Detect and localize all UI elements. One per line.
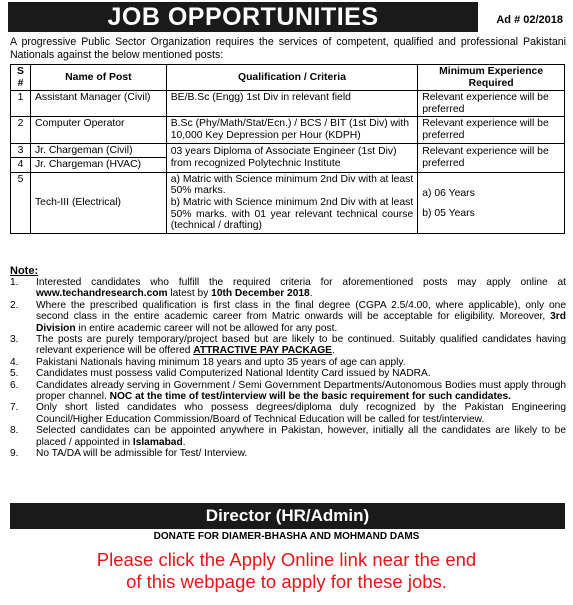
header — [0, 0, 573, 32]
notes-title: Note: — [10, 265, 39, 277]
note-text: Candidates must possess valid Computerized National Identity Card issued by NADRA. — [36, 368, 431, 380]
note-text — [36, 334, 566, 357]
row-sn: 3 — [11, 143, 31, 158]
note-text: Only short listed candidates who possess degrees/diploma duly recognized by the Pakistan Engineering Council/Higher Education Commission/Board of Technical Education will be called for test/interview. — [36, 402, 566, 425]
row-post: Jr. Chargeman (Civil) — [30, 143, 166, 158]
note-text: No TA/DA will be admissible for Test/ Interview. — [36, 448, 248, 460]
note-text-part: . — [331, 345, 335, 357]
row-qualification: 03 years Diploma of Associate Engineer (1st Div) from recognized Polytechnic Institute — [166, 143, 418, 172]
signatory-banner: Director (HR/Admin) — [10, 503, 565, 529]
notes-list — [10, 277, 566, 460]
list-item — [10, 300, 566, 334]
note-text — [36, 277, 566, 300]
note-text-part: Where the prescribed qualification is first class in the final degree (CGPA 2.5/4.00, where applicable), only one second class in the entire academic career from Matric onwards will be acceptable for eligibility. Moreover, — [36, 299, 566, 323]
note-text-part: latest by — [167, 288, 212, 300]
row-sn: 1 — [11, 91, 31, 117]
qualification-option-a: a) Matric with Science minimum 2nd Div with at least 50% marks. — [170, 173, 414, 197]
table-row — [11, 91, 565, 117]
table-row — [11, 143, 565, 158]
row-qualification: B.Sc (Phy/Math/Stat/Ecn.) / BCS / BIT (1st Div) with 10,000 Key Depression per Hour (KDPH) — [166, 117, 418, 143]
note-number: 7. — [10, 402, 19, 414]
ad-number: Ad # 02/2018 — [496, 14, 563, 26]
note-text — [36, 425, 566, 448]
experience-option-b: b) 05 Years — [422, 208, 475, 220]
list-item — [10, 448, 566, 459]
intro-text: A progressive Public Sector Organization requires the services of competent, qualified and professional Pakistani Nationals against the below mentioned posts: — [10, 36, 566, 61]
page-title: JOB OPPORTUNITIES — [8, 2, 478, 32]
note-number: 5. — [10, 368, 19, 380]
note-text-part: Selected candidates can be appointed anywhere in Pakistan, however, initially all the candidates are likely to be placed / appointed in — [36, 425, 566, 448]
note-number: 6. — [10, 379, 19, 391]
jobs-table — [10, 64, 565, 234]
row-post: Jr. Chargeman (HVAC) — [30, 158, 166, 173]
note-text-part: . — [182, 436, 186, 448]
note-emphasis: 3rd Division — [36, 311, 566, 334]
row-experience: Relevant experience will be preferred — [418, 91, 565, 117]
note-text-part: Interested candidates who fulfill the required criteria for aforementioned posts may apply online at — [36, 277, 566, 288]
note-number: 2. — [10, 299, 19, 311]
note-emphasis: Islamabad — [132, 436, 183, 448]
note-text-part: in entire academic career will not be allowed for any post. — [75, 322, 338, 334]
experience-option-a: a) 06 Years — [422, 187, 475, 199]
list-item — [10, 380, 566, 403]
list-item — [10, 277, 566, 300]
qualification-option-b: b) Matric with Science minimum 2nd Div with at least 50% marks. with 01 year relevant technical course (technical / drafting) — [170, 196, 414, 232]
deadline-date: 10th December 2018 — [211, 288, 310, 300]
row-qualification — [166, 172, 418, 233]
row-sn: 4 — [11, 158, 31, 173]
note-emphasis: ATTRACTIVE PAY PACKAGE — [193, 345, 332, 357]
apply-notice-line: of this webpage to apply for these jobs. — [126, 571, 447, 592]
apply-notice-line: Please click the Apply Online link near the end — [96, 549, 477, 570]
row-experience: Relevant experience will be preferred — [418, 143, 565, 172]
apply-link[interactable]: www.techandresearch.com — [36, 288, 168, 300]
row-post: Computer Operator — [30, 117, 166, 143]
note-text — [36, 380, 566, 403]
row-experience: Relevant experience will be preferred — [418, 117, 565, 143]
row-sn: 2 — [11, 117, 31, 143]
table-row — [11, 172, 565, 233]
donate-line: DONATE FOR DIAMER-BHASHA AND MOHMAND DAMS — [153, 531, 420, 542]
note-text — [36, 300, 566, 334]
note-emphasis: NOC at the time of test/interview will be the basic requirement for such candidates. — [109, 391, 512, 403]
row-qualification: BE/B.Sc (Engg) 1st Div in relevant field — [166, 91, 418, 117]
note-number: 1. — [10, 277, 19, 288]
note-number: 9. — [10, 448, 19, 460]
header-qualification: Qualification / Criteria — [166, 65, 418, 91]
note-text: Pakistani Nationals having minimum 18 years and upto 35 years of age can apply. — [36, 356, 406, 368]
note-text-part: Candidates already serving in Government / Semi Government Departments/Autonomous Bodies must apply through proper channel. — [36, 379, 566, 403]
header-experience: Minimum Experience Required — [418, 65, 565, 91]
list-item — [10, 425, 566, 448]
list-item — [10, 357, 566, 368]
list-item — [10, 368, 566, 379]
note-number: 4. — [10, 356, 19, 368]
row-post: Tech-III (Electrical) — [30, 172, 166, 233]
note-number: 3. — [10, 334, 19, 346]
row-sn: 5 — [11, 172, 31, 233]
list-item — [10, 402, 566, 425]
table-row — [11, 117, 565, 143]
note-text-part: The posts are purely temporary/project based but are likely to be continued. Suitably qualified candidates having relevant experience will be offered — [36, 334, 566, 357]
apply-notice — [0, 549, 573, 593]
note-text-part: . — [309, 288, 313, 300]
header-post: Name of Post — [30, 65, 166, 91]
table-header-row — [11, 65, 565, 91]
note-number: 8. — [10, 425, 19, 437]
list-item — [10, 334, 566, 357]
header-sn: S # — [11, 65, 31, 91]
row-post: Assistant Manager (Civil) — [30, 91, 166, 117]
row-experience — [418, 172, 565, 233]
